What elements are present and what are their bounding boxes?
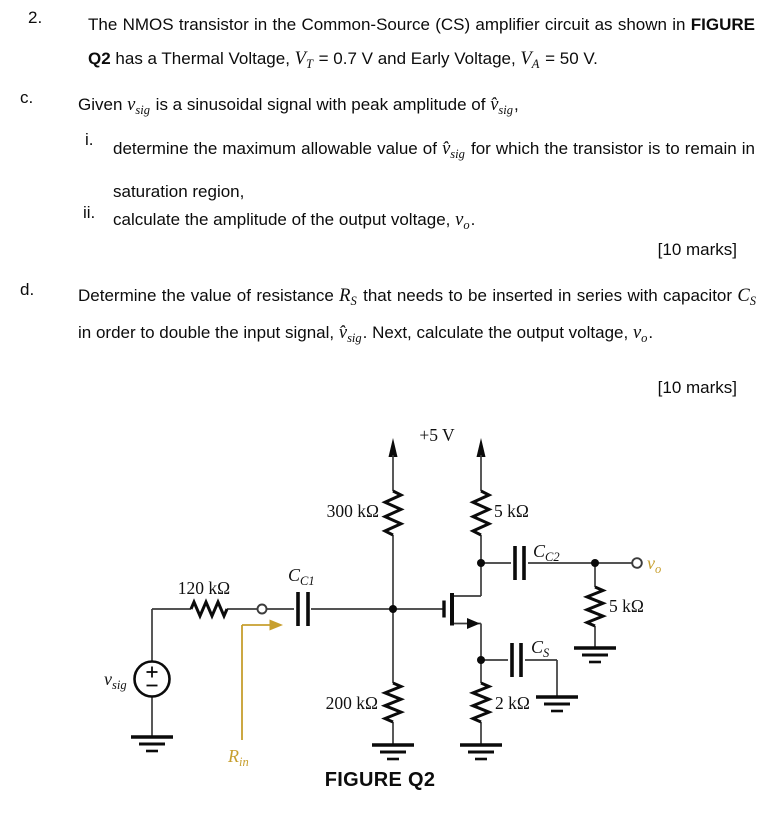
item-ii-text: calculate the amplitude of the output voltage, $v_o$.: [113, 210, 476, 232]
source-arrow: [467, 618, 480, 629]
label-vo: $v_o$: [647, 553, 662, 576]
part-c-label: c.: [20, 88, 34, 107]
label-2k: 2 kΩ: [495, 693, 530, 713]
vsig-source: [135, 662, 170, 697]
rin-arrowhead: [270, 620, 284, 631]
item-i-label: i.: [85, 130, 94, 149]
question-2-text: The NMOS transistor in the Common-Source (CS) amplifier circuit as shown in FIGURE Q2 has a Thermal Voltage, $V_T = 0.7$ V and Early Voltage, $V_A = 50$ V.: [88, 15, 755, 71]
ground-load: [574, 648, 616, 662]
label-cc2: $C_{C2}$: [533, 541, 560, 564]
resistor-5k-drain: [473, 491, 489, 535]
question-2-block: [28, 8, 755, 81]
item-ii-label: ii.: [83, 203, 96, 222]
label-vsig: $v_{sig}$: [104, 669, 127, 692]
supply-voltage-label: +5 V: [419, 425, 455, 445]
resistor-120k-signal: [191, 602, 227, 616]
marks-part-c: [10 marks]: [657, 240, 737, 259]
item-i-block: [85, 130, 755, 211]
resistor-5k-load: [587, 587, 603, 626]
part-d-label: d.: [20, 280, 35, 299]
part-d-text: Determine the value of resistance $R_S$ that needs to be inserted in series with capacitor $C_S$ in order to double the input signal, $v̂_{sig}$. Next, calculate the output voltage, $v_o$.: [78, 286, 756, 345]
ground-cs: [536, 697, 578, 711]
label-5k-load: 5 kΩ: [609, 596, 644, 616]
resistor-300k: [385, 491, 401, 535]
capacitor-cc1: [298, 592, 308, 626]
figure-caption: FIGURE Q2: [324, 769, 436, 791]
output-terminal: [632, 558, 642, 568]
ground-200k: [372, 745, 414, 759]
label-cc1: $C_{C1}$: [288, 565, 315, 588]
capacitor-cc2: [515, 546, 524, 580]
question-number: 2.: [28, 8, 43, 27]
ground-2k: [460, 745, 502, 759]
part-c-text: Given $v_{sig}$ is a sinusoidal signal with peak amplitude of $v̂_{sig}$,: [78, 95, 519, 117]
label-300k: 300 kΩ: [326, 501, 379, 521]
part-d-block: [20, 280, 757, 354]
resistor-200k: [385, 683, 401, 722]
part-c-block: [20, 88, 757, 127]
label-cs: $C_S$: [531, 637, 550, 660]
item-ii-block: [83, 203, 755, 242]
label-5k-drain: 5 kΩ: [494, 501, 529, 521]
supply-arrow-left: [389, 438, 398, 457]
input-terminal: [258, 605, 267, 614]
capacitor-cs-bypass: [512, 643, 521, 677]
label-120k: 120 kΩ: [177, 578, 231, 598]
junction-dots: [389, 559, 599, 664]
ground-vsig: [131, 737, 173, 751]
cs-amplifier-circuit-figure: [0, 413, 780, 770]
supply-arrow-right: [477, 438, 486, 457]
resistor-2k-source: [473, 683, 489, 722]
rin-annotation: [242, 620, 283, 741]
label-rin: $R_{in}$: [228, 746, 249, 769]
marks-part-d: [10 marks]: [657, 378, 737, 397]
item-i-text: determine the maximum allowable value of $v̂_{sig}$ for which the transistor is to remain in saturation region,: [113, 139, 756, 201]
label-200k: 200 kΩ: [325, 693, 378, 713]
